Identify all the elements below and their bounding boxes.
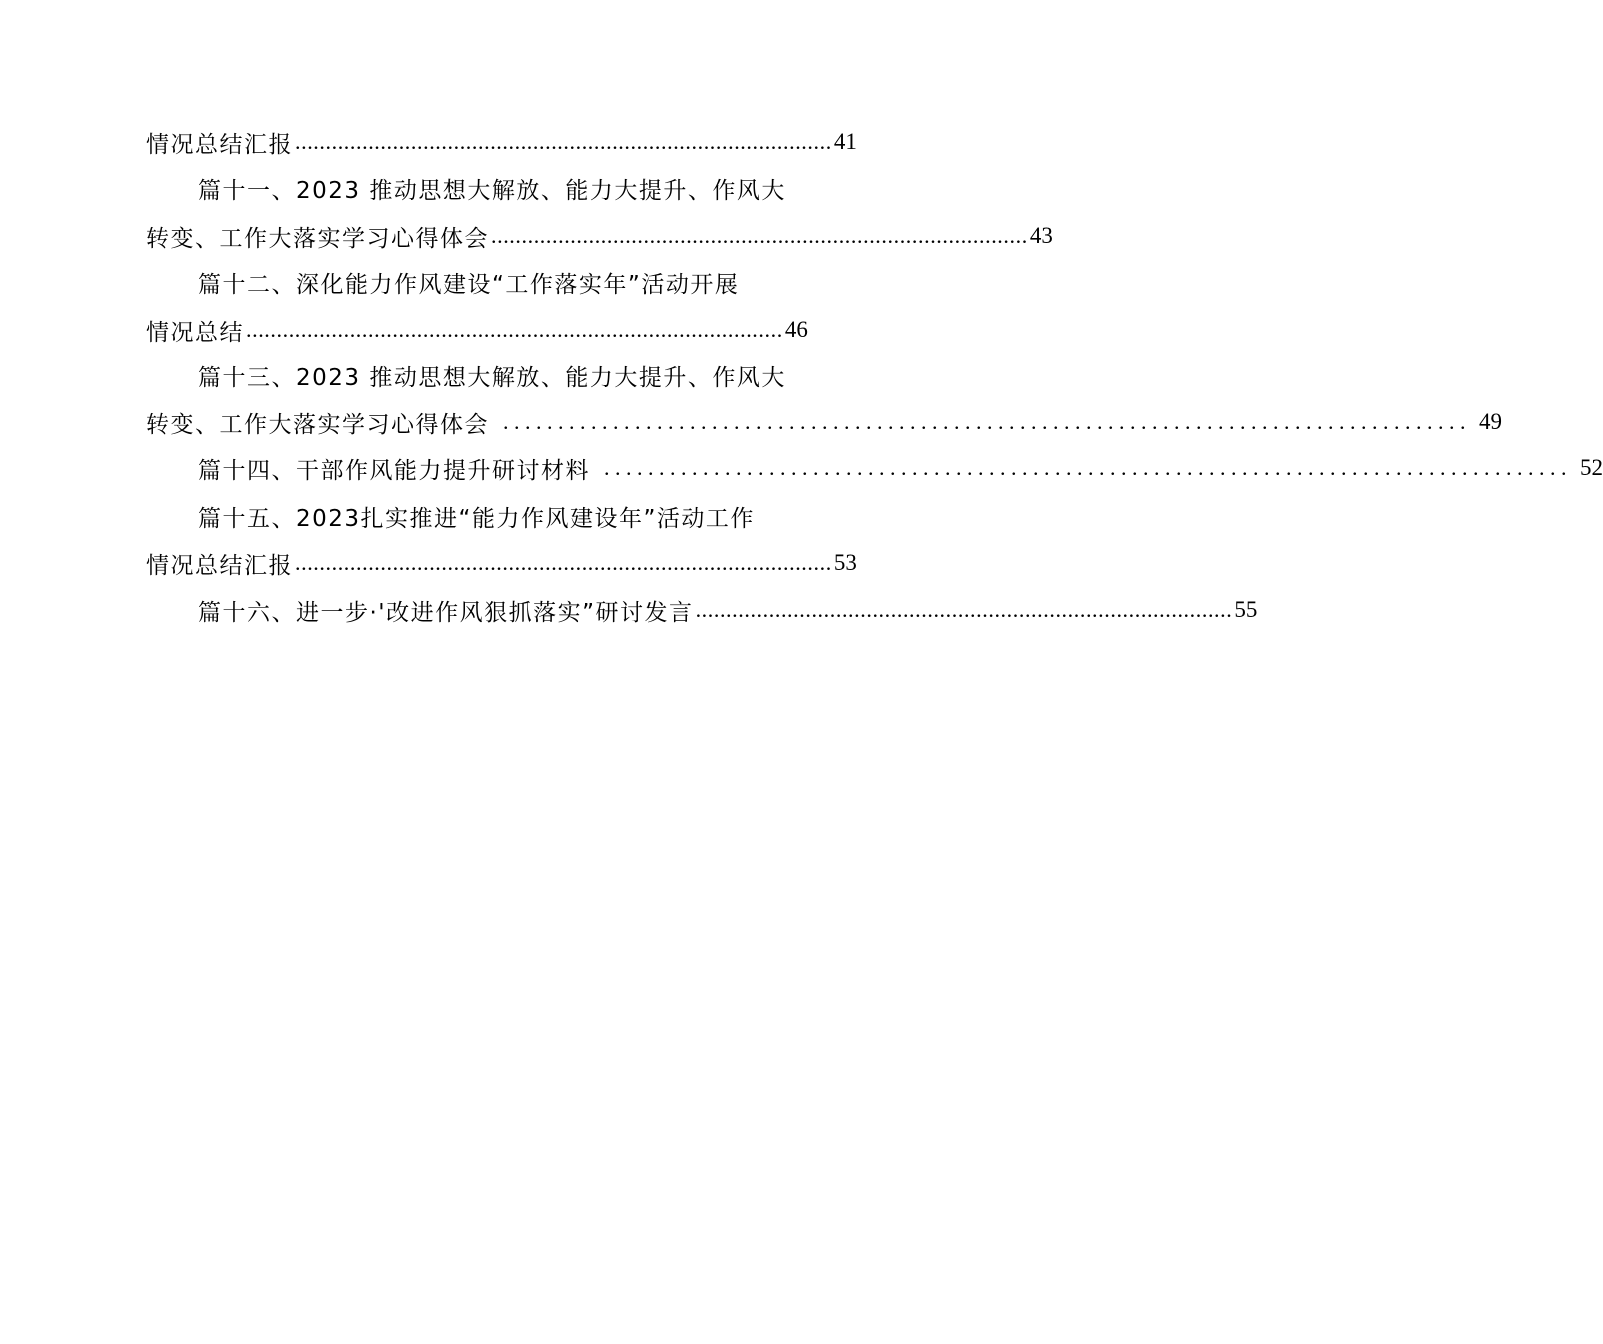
- toc-page-number: 49: [1479, 409, 1502, 434]
- toc-page-number: 52: [1580, 455, 1603, 480]
- toc-entry-title: 情况总结汇报: [146, 552, 293, 579]
- toc-page-number: 55: [1234, 597, 1258, 622]
- dot-leader: ........................................................................................: [503, 409, 1471, 434]
- toc-entry-title: 情况总结汇报: [146, 131, 293, 158]
- toc-entry[interactable]: [146, 218, 1053, 254]
- toc-entry-title: 转变、工作大落实学习心得体会: [146, 225, 489, 252]
- toc-entry-title: 篇十六、进一步·'改进作风狠抓落实”研讨发言: [198, 599, 694, 626]
- toc-entry[interactable]: [146, 124, 857, 160]
- toc-entry[interactable]: [198, 170, 800, 206]
- toc-entry-title: 篇十三、2023 推动思想大解放、能力大提升、作风大: [198, 364, 786, 391]
- toc-entry-title: 转变、工作大落实学习心得体会: [146, 411, 489, 438]
- dot-leader: ........................................................................................: [604, 455, 1572, 480]
- toc-entry-title: 篇十二、深化能力作风建设“工作落实年”活动开展: [198, 271, 740, 298]
- toc-entry[interactable]: [146, 545, 857, 581]
- toc-page-number: 43: [1029, 223, 1053, 248]
- toc-entry[interactable]: [198, 264, 800, 300]
- toc-entry[interactable]: [198, 450, 1603, 486]
- dot-leader: ........................................................................................: [295, 550, 832, 575]
- dot-leader: ........................................................................................: [695, 597, 1233, 622]
- toc-page-number: 46: [784, 317, 808, 342]
- dot-leader: ........................................................................................: [295, 129, 832, 154]
- dot-leader: ........................................................................................: [491, 223, 1028, 248]
- toc-entry-title: 篇十一、2023 推动思想大解放、能力大提升、作风大: [198, 177, 786, 204]
- toc-entry[interactable]: [146, 404, 1502, 440]
- toc-entry[interactable]: [198, 357, 800, 393]
- toc-page-number: 53: [833, 550, 857, 575]
- toc-entry[interactable]: [198, 498, 800, 534]
- toc-entry-title: 情况总结: [146, 319, 244, 346]
- toc-entry[interactable]: [198, 592, 1258, 628]
- toc-entry-title: 篇十五、2023扎实推进“能力作风建设年”活动工作: [198, 505, 755, 532]
- dot-leader: ........................................................................................: [246, 317, 783, 342]
- toc-entry-title: 篇十四、干部作风能力提升研讨材料: [198, 457, 590, 484]
- toc-entry[interactable]: [146, 312, 808, 348]
- toc-page-number: 41: [833, 129, 857, 154]
